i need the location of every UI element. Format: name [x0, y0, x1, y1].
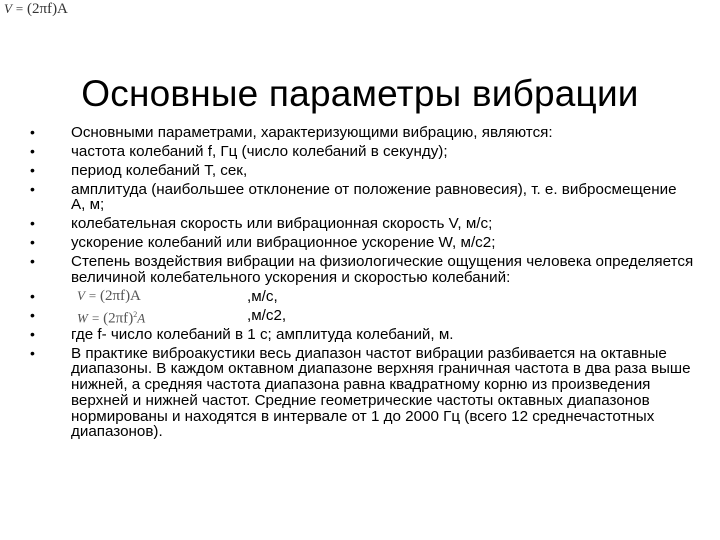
- bullet-icon: •: [30, 161, 35, 178]
- bullet-icon: •: [30, 142, 35, 159]
- acceleration-unit: ,м/с2,: [247, 306, 287, 324]
- acceleration-formula-tail: A: [137, 310, 146, 326]
- acceleration-formula-rest: ): [128, 310, 134, 327]
- bullet-icon: •: [30, 253, 35, 270]
- list-item-text: Основными параметрами, характеризующими вибрацию, являются:: [71, 124, 553, 141]
- bullet-icon: •: [30, 215, 35, 232]
- acceleration-formula-exp: 2: [133, 309, 138, 319]
- velocity-formula: [71, 289, 247, 304]
- corner-formula-rest: )A: [52, 1, 68, 17]
- list-item-text: В практике виброакустики весь диапазон частот вибрации разбивается на октавные диапазоны. В каждом октавном диапазоне верхняя граничная частота в два раза выше нижней, а средняя частота диапазона равна квадратному корню из произведения верхней и нижней частот. Средние геометрические частоты октавных диапазонов нормированы и находятся в интервале от 1 до 2000 Гц (всего 12 среднечастотных диапазонов).: [71, 344, 691, 441]
- bullet-icon: •: [30, 306, 35, 323]
- velocity-formula-lhs: V =: [77, 287, 100, 303]
- bullet-list: [30, 125, 695, 443]
- list-item-text: период колебаний Т, сек,: [71, 161, 248, 179]
- list-item: [30, 254, 695, 286]
- acceleration-formula: [71, 308, 247, 327]
- velocity-unit: ,м/с,: [247, 287, 278, 305]
- list-item: [30, 182, 695, 214]
- list-item-text: колебательная скорость или вибрационная скорость V, м/с;: [71, 215, 493, 233]
- bullet-icon: •: [30, 124, 35, 140]
- list-item-text: где f- число колебаний в 1 с; амплитуда колебаний, м.: [71, 325, 454, 343]
- bullet-icon: •: [30, 180, 35, 197]
- list-item: [30, 125, 695, 141]
- list-item: [30, 346, 695, 441]
- list-item: [30, 327, 695, 343]
- corner-formula: [4, 1, 68, 18]
- velocity-formula-body: (2πf: [99, 287, 126, 304]
- corner-formula-lhs: V =: [4, 1, 27, 16]
- corner-formula-body: (2πf: [26, 1, 53, 17]
- list-item: [30, 216, 695, 232]
- list-item-text: ускорение колебаний или вибрационное ускорение W, м/с2;: [71, 234, 496, 252]
- list-item: [30, 144, 695, 160]
- bullet-icon: •: [30, 325, 35, 342]
- bullet-icon: •: [30, 344, 35, 361]
- slide-title: Основные параметры вибрации: [81, 72, 639, 114]
- list-item-text: Степень воздействия вибрации на физиологические ощущения человека определяется величиной колебательного ускорения и скоростью колебаний:: [71, 253, 694, 286]
- list-item-text: амплитуда (наибольшее отклонение от положение равновесия), т. е. вибросмещение А, м;: [71, 180, 677, 214]
- list-item-acceleration-formula: [30, 306, 695, 327]
- velocity-formula-rest: )A: [125, 287, 141, 304]
- list-item: [30, 235, 695, 251]
- bullet-icon: •: [30, 234, 35, 251]
- list-item-velocity-formula: [30, 289, 695, 305]
- acceleration-formula-body: (2πf: [103, 310, 129, 327]
- list-item: [30, 163, 695, 179]
- list-item-text: частота колебаний f, Гц (число колебаний в секунду);: [71, 142, 448, 160]
- acceleration-formula-lhs: W =: [77, 310, 104, 326]
- bullet-icon: •: [30, 287, 35, 304]
